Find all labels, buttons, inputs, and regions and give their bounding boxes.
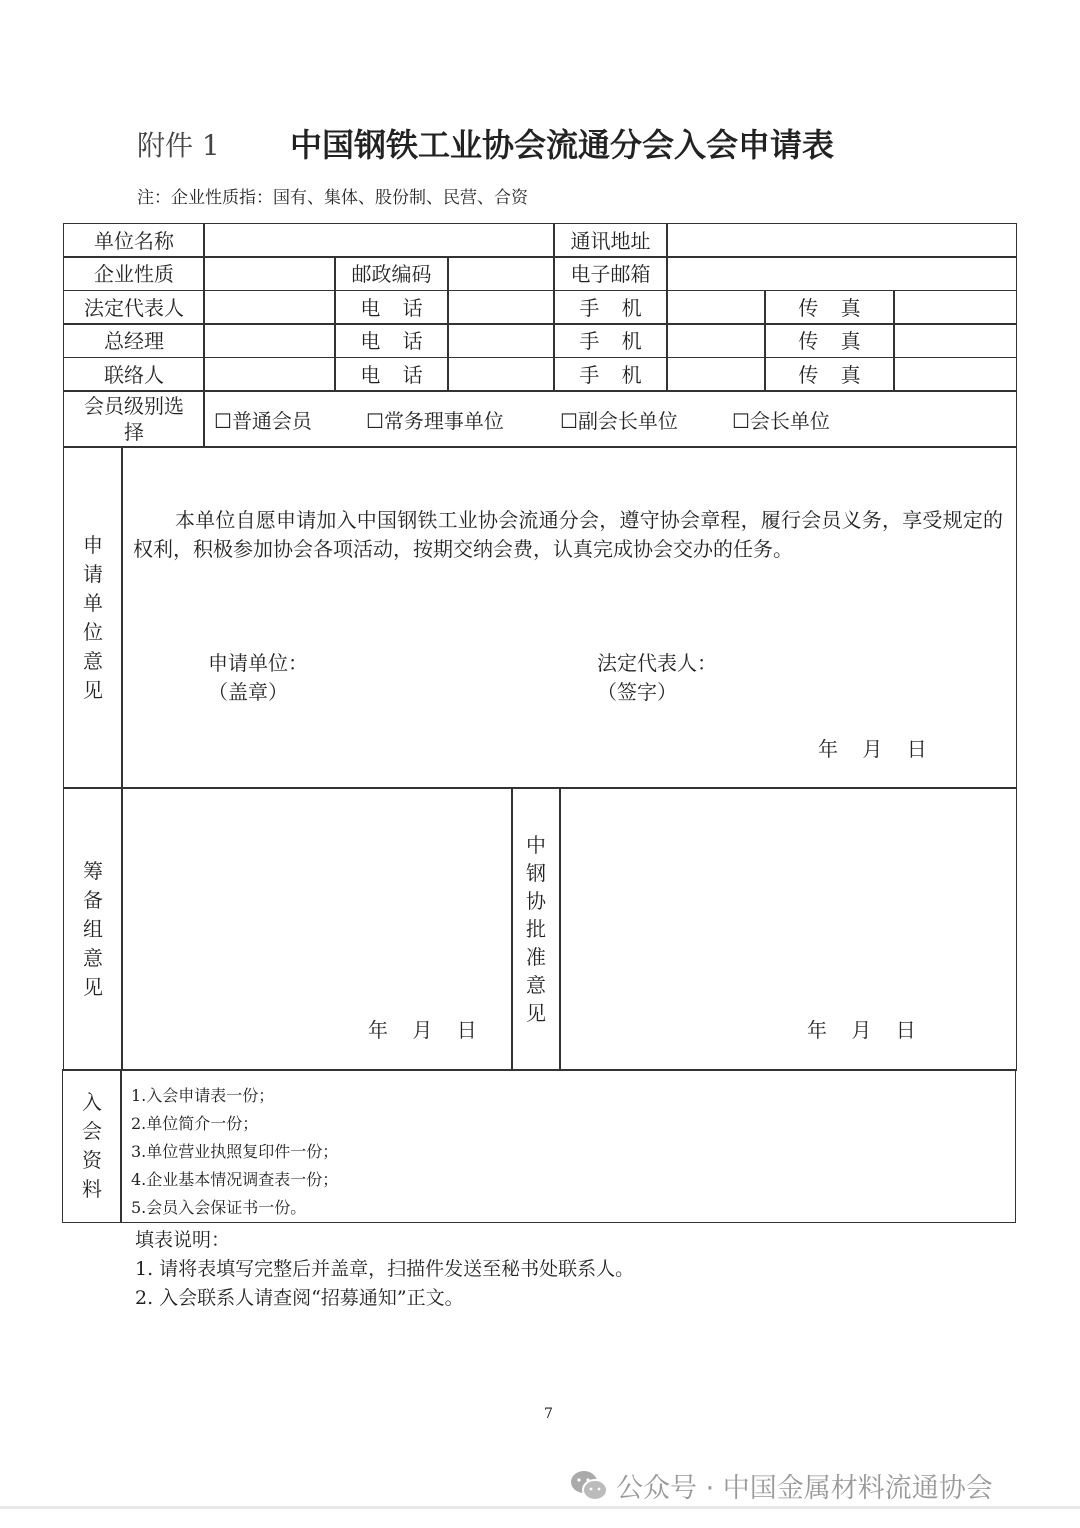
email-field[interactable] — [666, 256, 1017, 291]
level-option-label: 会长单位 — [749, 409, 830, 433]
materials-item: 3.单位营业执照复印件一份； — [131, 1142, 339, 1161]
materials-item: 1.入会申请表一份； — [131, 1086, 275, 1105]
wechat-icon — [570, 1470, 608, 1502]
nature-label: 企业性质 — [63, 256, 205, 291]
instructions-item: 2. 入会联系人请查阅“招募通知”正文。 — [135, 1287, 464, 1309]
level-option-label: 普通会员 — [231, 409, 312, 433]
contact-label: 联络人 — [63, 357, 205, 392]
unit-name-label: 单位名称 — [63, 223, 205, 258]
fax-field[interactable] — [893, 323, 1017, 358]
nature-field[interactable] — [203, 256, 336, 291]
level-option-2[interactable]: ☐副会长单位 — [560, 409, 678, 433]
watermark — [570, 1466, 993, 1505]
approval-label: 中钢协批准意见 — [526, 833, 546, 1025]
legal-rep-label: 法定代表人： — [597, 651, 717, 675]
phone-field[interactable] — [447, 290, 555, 325]
level-option-label: 常务理事单位 — [383, 409, 504, 433]
page-title: 中国钢铁工业协会流通分会入会申请表 — [290, 126, 835, 164]
phone-label: 电 话 — [334, 290, 449, 325]
page-edge — [0, 1506, 1080, 1509]
address-field[interactable] — [666, 223, 1017, 258]
approval-date: 年 月 日 — [807, 1018, 916, 1042]
seal-label: （盖章） — [208, 680, 288, 704]
phone-label: 电 话 — [334, 323, 449, 358]
postcode-field[interactable] — [447, 256, 555, 291]
page-number: 7 — [544, 1406, 553, 1422]
approval-label-cell — [511, 787, 561, 1071]
opinion-label-cell — [63, 446, 123, 789]
attachment-label: 附件 1 — [137, 129, 220, 162]
mobile-label: 手 机 — [553, 323, 668, 358]
level-option-3[interactable]: ☐会长单位 — [732, 409, 830, 433]
opinion-date: 年 月 日 — [818, 737, 927, 761]
fax-field[interactable] — [893, 357, 1017, 392]
contact-name-field[interactable] — [203, 323, 336, 358]
opinion-label: 申请单位意见 — [83, 532, 103, 702]
applicant-label: 申请单位： — [208, 651, 308, 675]
prep-label: 筹备组意见 — [83, 858, 103, 999]
level-option-0[interactable]: ☐普通会员 — [214, 409, 312, 433]
instructions — [135, 1226, 634, 1313]
watermark-text: 公众号 · 中国金属材料流通协会 — [616, 1473, 993, 1504]
level-option-label: 副会长单位 — [577, 409, 678, 433]
instructions-title: 填表说明： — [135, 1229, 231, 1251]
unit-name-field[interactable] — [203, 223, 555, 258]
prep-label-cell — [63, 787, 123, 1071]
phone-label: 电 话 — [334, 357, 449, 392]
mobile-label: 手 机 — [553, 357, 668, 392]
materials-item: 2.单位简介一份； — [131, 1114, 259, 1133]
contact-name-field[interactable] — [203, 357, 336, 392]
phone-field[interactable] — [447, 357, 555, 392]
contact-name-field[interactable] — [203, 290, 336, 325]
materials-item: 4.企业基本情况调查表一份； — [131, 1170, 339, 1189]
level-option-1[interactable]: ☐常务理事单位 — [366, 409, 504, 433]
sign-label: （签字） — [597, 680, 677, 704]
fax-field[interactable] — [893, 290, 1017, 325]
phone-field[interactable] — [447, 323, 555, 358]
mobile-field[interactable] — [666, 290, 766, 325]
email-label: 电子邮箱 — [553, 256, 668, 291]
level-label: 会员级别选择 — [63, 390, 205, 448]
materials-list — [131, 1082, 338, 1222]
instructions-item: 1. 请将表填写完整后并盖章，扫描件发送至秘书处联系人。 — [135, 1258, 635, 1280]
approval-field[interactable] — [559, 787, 1017, 1071]
fax-label: 传 真 — [764, 323, 895, 358]
opinion-text: 本单位自愿申请加入中国钢铁工业协会流通分会，遵守协会章程，履行会员义务，享受规定的权利，积极参加协会各项活动，按期交纳会费，认真完成协会交办的任务。 — [133, 508, 1003, 561]
fax-label: 传 真 — [764, 357, 895, 392]
mobile-field[interactable] — [666, 323, 766, 358]
contact-label: 法定代表人 — [63, 290, 205, 325]
postcode-label: 邮政编码 — [334, 256, 449, 291]
prep-date: 年 月 日 — [368, 1018, 477, 1042]
materials-label-cell — [62, 1069, 122, 1223]
materials-item: 5.会员入会保证书一份。 — [131, 1198, 307, 1217]
mobile-field[interactable] — [666, 357, 766, 392]
contact-label: 总经理 — [63, 323, 205, 358]
note: 注：企业性质指：国有、集体、股份制、民营、合资 — [137, 188, 528, 208]
mobile-label: 手 机 — [553, 290, 668, 325]
address-label: 通讯地址 — [553, 223, 668, 258]
fax-label: 传 真 — [764, 290, 895, 325]
materials-label: 入会资料 — [82, 1090, 102, 1201]
